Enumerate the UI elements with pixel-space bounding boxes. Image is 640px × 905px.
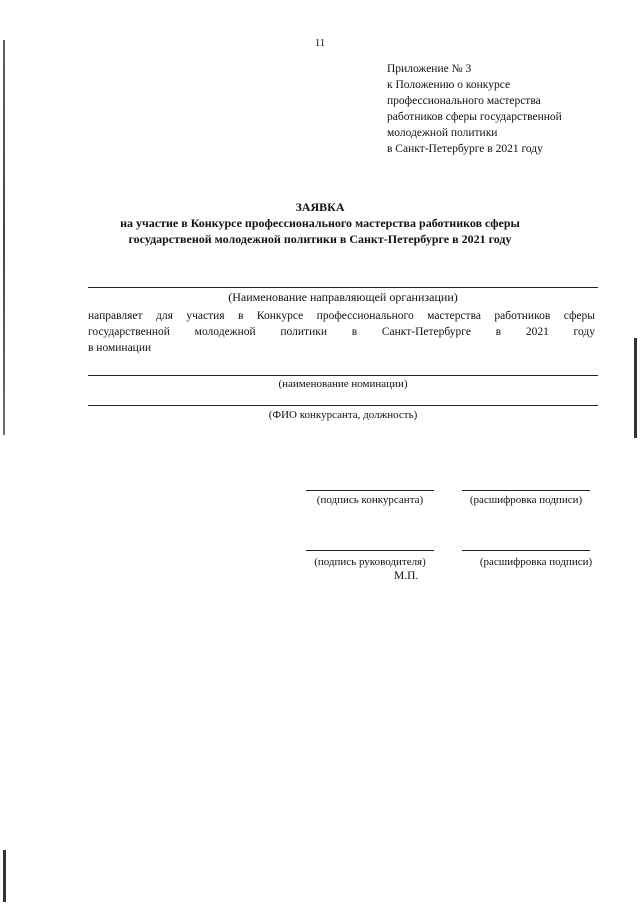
contestant-signature-line[interactable] — [306, 490, 434, 491]
title-line: на участие в Конкурсе профессионального мастерства работников сферы — [120, 216, 520, 230]
stamp-label: М.П. — [394, 570, 419, 582]
appendix-line: профессионального мастерства — [387, 95, 541, 107]
nomination-caption: (наименование номинации) — [278, 378, 408, 390]
head-transcript-caption: (расшифровка подписи) — [479, 556, 593, 568]
fio-caption: (ФИО конкурсанта, должность) — [268, 409, 418, 421]
appendix-block — [387, 61, 562, 157]
title-heading: ЗАЯВКА — [295, 200, 345, 214]
scan-edge-right — [634, 338, 637, 438]
title-line: государственой молодежной политики в Санкт-Петербурге в 2021 году — [128, 232, 512, 246]
head-signature-caption: (подпись руководителя) — [314, 556, 426, 568]
head-signature-line[interactable] — [306, 550, 434, 551]
body-line: в номинации — [88, 342, 152, 354]
appendix-line: Приложение № 3 — [387, 63, 472, 75]
appendix-line: к Положению о конкурсе — [387, 79, 511, 91]
fio-line[interactable] — [88, 405, 598, 406]
page-number: 11 — [314, 37, 326, 49]
body-line: государственной молодежной политики в Санкт-Петербурге в 2021 году — [88, 326, 595, 338]
org-caption: (Наименование направляющей организации) — [228, 290, 458, 304]
head-transcript-line[interactable] — [462, 550, 590, 551]
contestant-transcript-line[interactable] — [462, 490, 590, 491]
nomination-line[interactable] — [88, 375, 598, 376]
body-line: направляет для участия в Конкурсе профессионального мастерства работников сферы — [88, 310, 595, 322]
appendix-line: молодежной политики — [387, 127, 498, 139]
appendix-line: работников сферы государственной — [387, 111, 562, 123]
contestant-transcript-caption: (расшифровка подписи) — [469, 494, 583, 506]
appendix-line: в Санкт-Петербурге в 2021 году — [387, 143, 543, 155]
scan-edge-left-bottom — [3, 850, 6, 902]
body-paragraph — [88, 308, 595, 356]
org-line[interactable] — [88, 287, 598, 288]
document-title — [0, 199, 640, 247]
contestant-signature-caption: (подпись конкурсанта) — [316, 494, 424, 506]
